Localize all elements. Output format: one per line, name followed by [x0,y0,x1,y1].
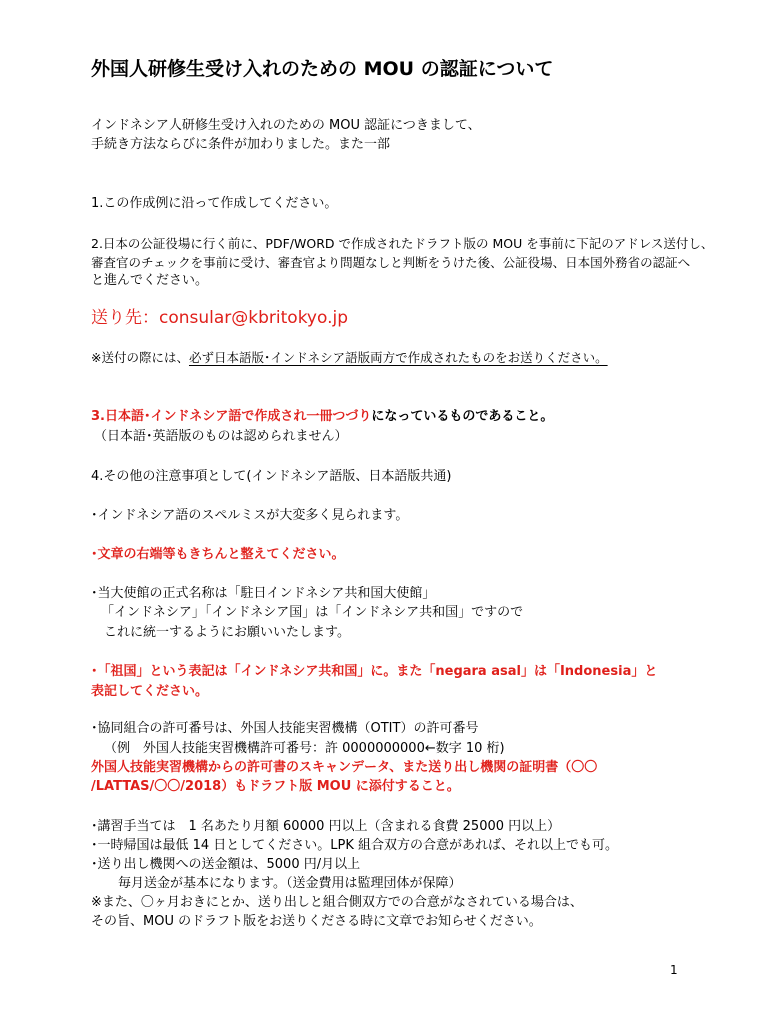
intro-line: 手続き方法ならびに条件が加わりました。また一部 [91,137,391,152]
bullet-spelling: ･インドネシア語のスペルミスが大変多く見られます。 [91,508,409,523]
page-title: 外国人研修生受け入れのための MOU の認証について [91,58,554,80]
permit-attachment: 外国人技能実習機構からの許可書のスキャンデータ、また送り出し機関の証明書（〇〇 [91,760,598,775]
item-3-emphasis: 日本語･インドネシア語で作成され一冊つづり [104,409,372,424]
sokoku-line: 表記してください。 [91,684,209,699]
condition-line: ･送り出し機関への送金額は、5000 円/月以上 [91,857,361,872]
item-2-line: 2.日本の公証役場に行く前に、PDF/WORD で作成されたドラフト版の MOU を事前に下記のアドレス送付し、 [91,236,714,251]
item-2-line: と進んでください。 [91,273,209,288]
condition-line: その旨、MOU のドラフト版をお送りくださる時に文章でお知らせください。 [91,914,542,929]
page-number: 1 [670,963,678,977]
item-3-note: （日本語･英語版のものは認められません） [94,429,348,444]
permit-example: （例 外国人技能実習機構許可番号：許 0000000000←数字 10 桁) [104,741,505,756]
permit-line: ･協同組合の許可番号は、外国人技能実習機構（OTIT）の許可番号 [91,721,479,736]
item-3 [91,408,553,425]
send-to-label: 送り先： [91,308,159,328]
condition-line: ･一時帰国は最低 14 日としてください。LPK 組合双方の合意があれば、それ以上でも可。 [91,838,619,853]
permit-attachment: /LATTAS/〇〇/2018）もドラフト版 MOU に添付すること。 [91,779,460,794]
item-3-number: 3. [91,409,105,424]
item-2-line: 審査官のチェックを事前に受け、審査官より問題なしと判断をうけた後、公証役場、日本国外務省の認証へ [91,255,691,270]
condition-line: ※また、〇ヶ月おきにとか、送り出しと組合側双方での合意がなされている場合は、 [91,895,583,910]
item-1: 1.この作成例に沿って作成してください。 [91,196,338,211]
send-note-prefix: ※送付の際には、 [91,350,189,365]
embassy-line: これに統一するようにお願いいたします。 [104,625,350,640]
item-4: 4.その他の注意事項として(インドネシア語版、日本語版共通) [91,469,452,484]
send-to-email[interactable]: consular@kbritokyo.jp [159,308,349,328]
send-note [91,349,608,366]
sokoku-line: ･「祖国」という表記は「インドネシア共和国」に。また「negara asal」は「Indonesia」と [91,664,658,679]
intro-line: インドネシア人研修生受け入れのための MOU 認証につきまして、 [91,118,481,133]
embassy-line: 「インドネシア」「インドネシア国」は「インドネシア共和国」ですので [101,605,524,620]
item-3-rest: になっているものであること。 [371,409,554,424]
condition-line: 毎月送金が基本になります。（送金費用は監理団体が保障） [118,876,462,891]
send-note-underlined: 必ず日本語版･インドネシア語版両方で作成されたものをお送りください。 [188,350,608,365]
condition-line: ･講習手当ては 1 名あたり月額 60000 円以上（含まれる食費 25000 円以上） [91,819,561,834]
embassy-line: ･当大使館の正式名称は「駐日インドネシア共和国大使館」 [91,586,436,601]
send-to [91,307,348,329]
bullet-margin: ･文章の右端等もきちんと整えてください。 [91,547,345,562]
